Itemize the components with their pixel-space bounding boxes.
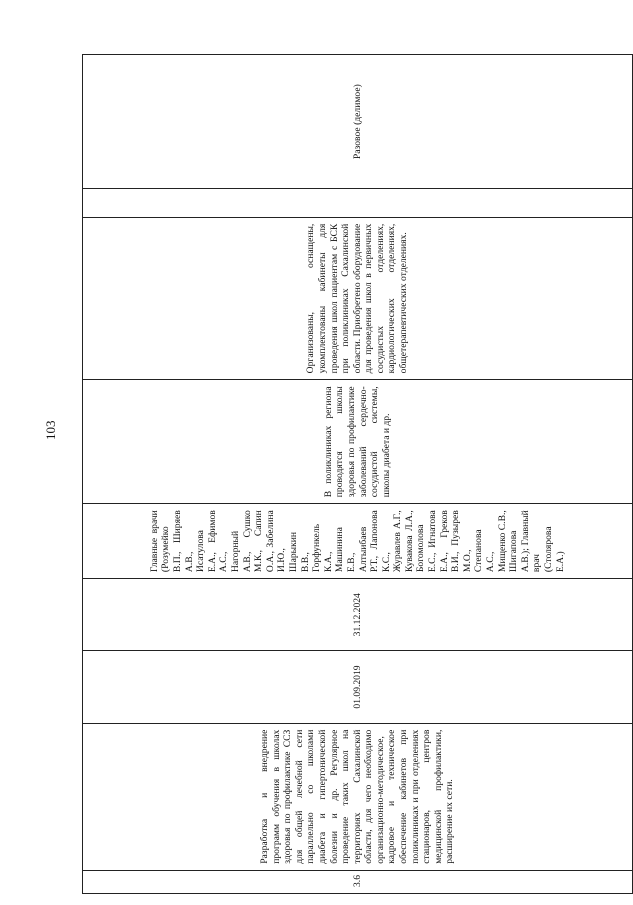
measure-type: Разовое (делимое) [83,55,633,189]
measure-description: Разработка и внедрение программ обучения в школах здоровья по профилактике ССЗ для общей лечебной сети параллельно со школами диабета и гипертонической болезни и др. Регулярное проведение таких школ на территориях Сахалинской области, для чего необходимо организационно-методическое, кадровое и техническое обеспечение кабинетов при поликлиниках и при отделениях стационаров, центров медицинской профилактики, расширение их сети. [83,723,633,870]
rotated-table-wrapper [82,54,633,894]
table-row [83,55,633,894]
page-number: 103 [43,420,58,440]
expected-result: Организованы, оснащены, укомплектованы кабинеты для проведения школ пациентам с БСК при поликлиниках Сахалинской области. Приобретено оборудование для проведения школ в первичных сосудистых отделениях, кардиологических отделениях, общетерапевтических отделениях. [83,217,633,380]
measure-characteristics: В поликлиниках региона проводятся школы здоровья по профилактике заболеваний сердечно-сосудистой системы, школы диабета и др. [83,380,633,504]
plan-table [82,54,633,894]
end-date: 31.12.2024 [83,579,633,651]
start-date: 01.09.2019 [83,651,633,723]
participant-cell [83,189,633,217]
responsible-persons: Главные врачи (Розумейко В.П., Ширяев А.В., Исатулова Е.А., Ефимов А.С., Нагорный А.В., Сушко М.К., Сапин О.А., Забелина И.Ю., Шарыкин В.В., Горфункель К.А., Машинина Е.В., Алтыибаев Р.Т., Лапонова К.С., Журавлев А.Г., Кувакова Л.А., Богомолова Е.С., Игнатова Е.А., Греков В.И., Пузырев М.О., Степанова А.С., Мищенко С.В., Шигапова А.В.); Главный врач (Столярова Е.А.) [83,504,633,579]
row-number: 3.6 [83,870,633,893]
